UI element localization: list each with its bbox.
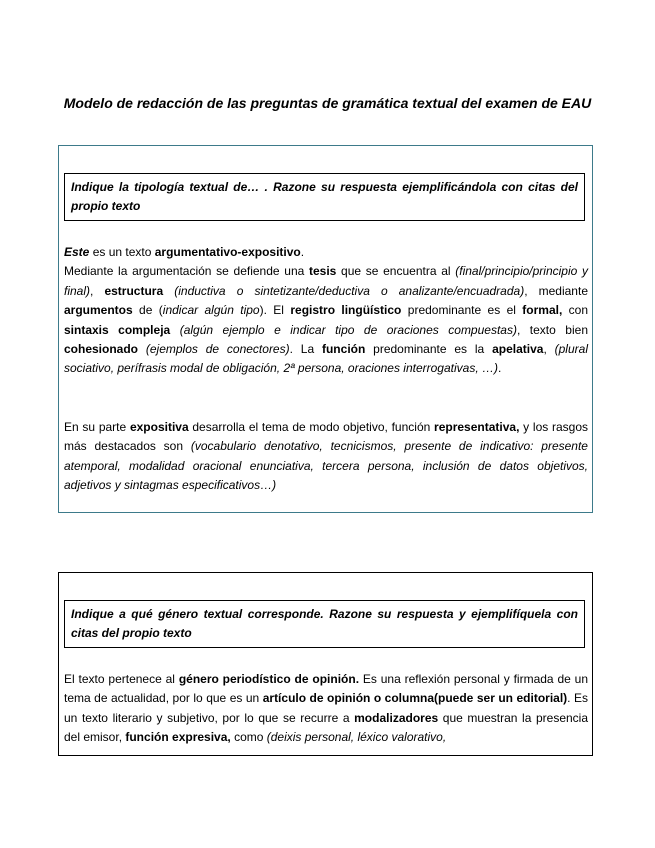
answer-paragraph-argumentativo: Este es un texto argumentativo-expositivo. Mediante la argumentación se defiende una tesis que se encuentra al (final/principio/principio y final), estructura (inductiva o sintetizante/deductiva o analizante/encuadrada), mediante argumentos de (indicar algún tipo). El registro lingüístico predominante es el formal, con sintaxis compleja (algún ejemplo e indicar tipo de oraciones compuestas), texto bien cohesionado (ejemplos de conectores). La función predominante es la apelativa, (plural sociativo, perífrasis modal de obligación, 2ª persona, oraciones interrogativas, …). — [64, 245, 589, 376]
question-genero: Indique a qué género textual corresponde. Razone su respuesta y ejemplifíquela con citas del propio texto — [64, 600, 585, 648]
question-tipologia: Indique la tipología textual de… . Razone su respuesta ejemplificándola con citas del propio texto — [64, 173, 585, 221]
document-title: Modelo de redacción de las preguntas de gramática textual del examen de EAU — [63, 95, 592, 111]
answer-paragraph-genero: El texto pertenece al género periodístico de opinión. Es una reflexión personal y firmada de un tema de actualidad, por lo que es un artículo de opinión o columna(puede ser un editorial). Es un texto literario y subjetivo, por lo que se recurre a modalizadores que muestran la presencia del emisor, función expresiva, como (deixis personal, léxico valorativo, — [64, 672, 589, 745]
answer-paragraph-expositivo: En su parte expositiva desarrolla el tema de modo objetivo, función representativa, y los rasgos más destacados son (vocabulario denotativo, tecnicismos, presente de indicativo: presente atemporal, modalidad oracional enunciativa, tercera persona, inclusión de datos objetivos, adjetivos y sintagmas especificativos…) — [64, 420, 588, 493]
